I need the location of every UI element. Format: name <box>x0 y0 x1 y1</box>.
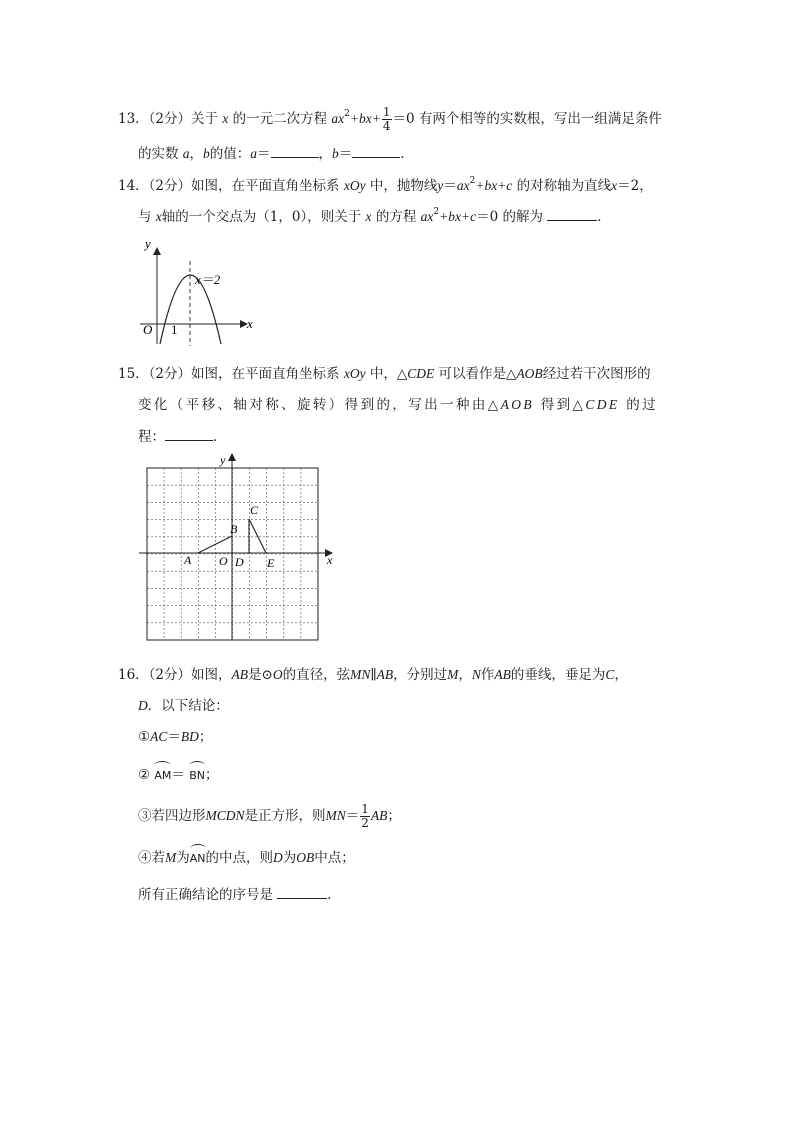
q16-c2-arc-am: AM <box>154 764 171 786</box>
q15-label-o: O <box>219 554 228 568</box>
q15-text-2: 可以看作是△ <box>438 366 517 382</box>
q16-c3-eq: ＝ <box>345 808 360 824</box>
q15-text: 中，△ <box>369 366 408 382</box>
q14-answer-blank[interactable] <box>547 206 597 221</box>
q15-answer-blank[interactable] <box>165 426 213 441</box>
q16-conclusion-1 <box>138 727 212 747</box>
q14-xoy: xOy <box>343 178 366 193</box>
q16-end: ． <box>327 887 341 903</box>
q15-label-d: D <box>235 555 244 569</box>
q16-c3-end: ； <box>387 808 401 824</box>
q15-triangle-aob <box>198 536 232 553</box>
q13-exponent: 2 <box>344 109 350 119</box>
q16-ab-2: AB <box>376 667 394 682</box>
q16-c4-text-4: 为 <box>282 850 297 866</box>
q16-c4-text-2: 为 <box>176 850 190 866</box>
q14-fig-one: 1 <box>171 322 178 337</box>
q15-line2-cde: CDE <box>585 397 620 412</box>
q16-line2 <box>138 696 229 716</box>
q13-line1 <box>118 106 662 133</box>
q15-line2-text: 变化（平移、轴对称、旋转）得到的，写出一种由△ <box>138 397 501 413</box>
q14-line1 <box>118 176 653 196</box>
q15-line3 <box>138 426 227 447</box>
q15-aob: AOB <box>516 366 543 381</box>
q16-text: 是⊙ <box>248 667 273 683</box>
q13-fraction <box>382 106 392 133</box>
q14-exponent: 2 <box>469 176 476 186</box>
q16-c3-mcdn: MCDN <box>205 808 245 823</box>
q16-c1-end: ； <box>198 729 213 745</box>
q14-text: 中，抛物线 <box>369 178 438 194</box>
q13-line2 <box>138 143 414 164</box>
q16-ab-3: AB <box>494 667 511 682</box>
q16-c4-ob: OB <box>296 850 315 865</box>
q14-y: y <box>437 178 444 193</box>
q16-c4-text-3: 的中点，则 <box>205 850 274 866</box>
q14-line2-x: x <box>155 209 162 224</box>
q16-m: M <box>447 667 459 682</box>
q15-fig-y-label: y <box>220 453 226 467</box>
q16-answer-blank[interactable] <box>277 884 327 899</box>
q13-frac-num: 1 <box>382 105 391 119</box>
q16-comma: ， <box>614 667 628 683</box>
q16-line2-text: ．以下结论： <box>147 698 229 714</box>
q13-number: 13．（2分）关于 <box>118 111 219 127</box>
q15-label-e: E <box>267 556 275 570</box>
q15-label-a: A <box>184 553 192 567</box>
q16-c2-mark: ② <box>138 767 151 783</box>
q16-c4-m: M <box>165 850 177 865</box>
q16-text-4: 作 <box>480 667 495 683</box>
q15-cde: CDE <box>407 366 435 381</box>
q16-sep: ， <box>458 667 472 683</box>
q16-parallel: ∥ <box>370 667 377 683</box>
q14-line2-d: +bx+c <box>439 209 477 224</box>
q16-c2-eq: ＝ <box>171 767 185 783</box>
q15-line2-b: 得到△ <box>540 397 586 413</box>
q15-number: 15．（2分）如图，在平面直角坐标系 <box>118 366 340 382</box>
q15-label-c: C <box>250 503 259 517</box>
q15-triangle-cde <box>249 519 266 553</box>
q15-xoy: xOy <box>343 366 366 381</box>
q14-number: 14．（2分）如图，在平面直角坐标系 <box>118 178 340 194</box>
q15-fig-x-label: x <box>327 553 333 567</box>
q13-line2-text: 的实数 <box>138 146 179 162</box>
q14-fig-origin: O <box>143 322 153 337</box>
q16-c3-text: 若四边形 <box>151 808 206 824</box>
q15-line2 <box>138 395 658 415</box>
q13-term-bx: +bx+ <box>349 111 381 126</box>
q14-line2-ax: ax <box>420 209 434 224</box>
q15-grid-figure <box>136 450 342 646</box>
q13-answer-blank-a[interactable] <box>271 143 319 158</box>
q16-c3-mn: MN <box>325 808 346 823</box>
q13-a-label: a <box>250 146 258 161</box>
q16-c1-bd: BD <box>180 729 199 744</box>
q13-frac-den: 4 <box>382 119 391 133</box>
q14-line2-a: 与 <box>138 209 152 225</box>
q16-c1-ac: AC <box>150 729 168 744</box>
q13-comma: ， <box>318 146 333 162</box>
q16-n: N <box>471 667 481 682</box>
q16-text-2: 的直径，弦 <box>282 667 351 683</box>
q16-line2-d: D <box>138 698 148 713</box>
q14-eq: ＝ <box>443 178 457 194</box>
q16-c3-frac-den: 2 <box>361 816 369 830</box>
q16-conclusion-2 <box>138 764 219 786</box>
q13-var-x: x <box>222 111 229 126</box>
q16-o: O <box>272 667 283 682</box>
q14-text-2: 的对称轴为直线 <box>516 178 612 194</box>
q13-eq-2: ＝ <box>338 146 353 162</box>
q14-rest: +bx+c <box>475 178 513 193</box>
q16-c2-arc-bn: BN <box>189 764 205 786</box>
q16-line1 <box>118 665 628 685</box>
q16-c1-mark: ① <box>138 729 151 745</box>
q14-fig-x-label: x <box>247 316 253 331</box>
q16-c4-arc-an: AN <box>190 847 206 869</box>
q15-text-3: 经过若干次图形的 <box>542 366 651 382</box>
q16-last-line <box>138 884 341 905</box>
q13-var-a: a <box>182 146 190 161</box>
q14-line2-x2: x <box>365 209 372 224</box>
q13-b-label: b <box>332 146 339 161</box>
q14-parabola-figure <box>135 236 260 348</box>
q16-conclusion-3 <box>138 803 401 830</box>
q14-fig-axis-label: x＝2 <box>195 272 221 287</box>
q15-line1 <box>118 364 651 384</box>
q14-fig-y-label: y <box>145 236 151 251</box>
q16-c3-fraction <box>360 803 370 830</box>
q14-line2-exponent: 2 <box>433 207 440 217</box>
q15-line2-aob: AOB <box>500 397 535 412</box>
q16-text-3: ，分别过 <box>393 667 448 683</box>
q13-answer-blank-b[interactable] <box>352 143 400 158</box>
q15-line2-c: 的过 <box>626 397 659 413</box>
q16-c4-text: 若 <box>151 850 165 866</box>
q14-line2-c: 的方程 <box>375 209 417 225</box>
q16-mn: MN <box>350 667 371 682</box>
q14-line2 <box>138 206 611 227</box>
q16-c3-ab: AB <box>370 808 388 823</box>
q16-number: 16．（2分）如图， <box>118 667 232 683</box>
q15-label-b: B <box>230 522 238 536</box>
q14-x: x <box>611 178 618 193</box>
q14-line2-b: 轴的一个交点为（1，0），则关于 <box>161 209 362 225</box>
q16-c3-frac-num: 1 <box>361 802 369 816</box>
q14-text-3: ＝2， <box>617 178 653 194</box>
q14-end: ． <box>597 209 611 225</box>
q13-text-2: ＝0 有两个相等的实数根，写出一组满足条件 <box>392 111 662 127</box>
q16-c4-mark: ④ <box>138 850 152 866</box>
q13-eq: ＝ <box>257 146 271 162</box>
q15-line3-text: 程： <box>138 429 165 445</box>
q16-conclusion-4 <box>138 847 355 869</box>
q16-c4-text-5: 中点； <box>314 850 355 866</box>
q13-end: ． <box>400 146 414 162</box>
q15-end: ． <box>213 429 227 445</box>
q13-var-b: b <box>203 146 210 161</box>
q13-term-ax: ax <box>331 111 345 126</box>
q16-c: C <box>605 667 615 682</box>
q13-sep: ， <box>189 146 204 162</box>
q16-c1-eq: ＝ <box>167 729 181 745</box>
q14-ax: ax <box>456 178 470 193</box>
q16-c2-end: ； <box>205 767 219 783</box>
q16-c3-mark: ③ <box>138 808 152 824</box>
q16-text-5: 的垂线，垂足为 <box>510 667 606 683</box>
q13-text: 的一元二次方程 <box>232 111 328 127</box>
q16-c4-d: D <box>273 850 283 865</box>
q16-c3-text-2: 是正方形，则 <box>244 808 326 824</box>
q13-line2-text-b: 的值： <box>209 146 251 162</box>
q16-last-text: 所有正确结论的序号是 <box>138 887 273 903</box>
q14-line2-e: ＝0 的解为 <box>476 209 543 225</box>
q16-ab: AB <box>231 667 249 682</box>
